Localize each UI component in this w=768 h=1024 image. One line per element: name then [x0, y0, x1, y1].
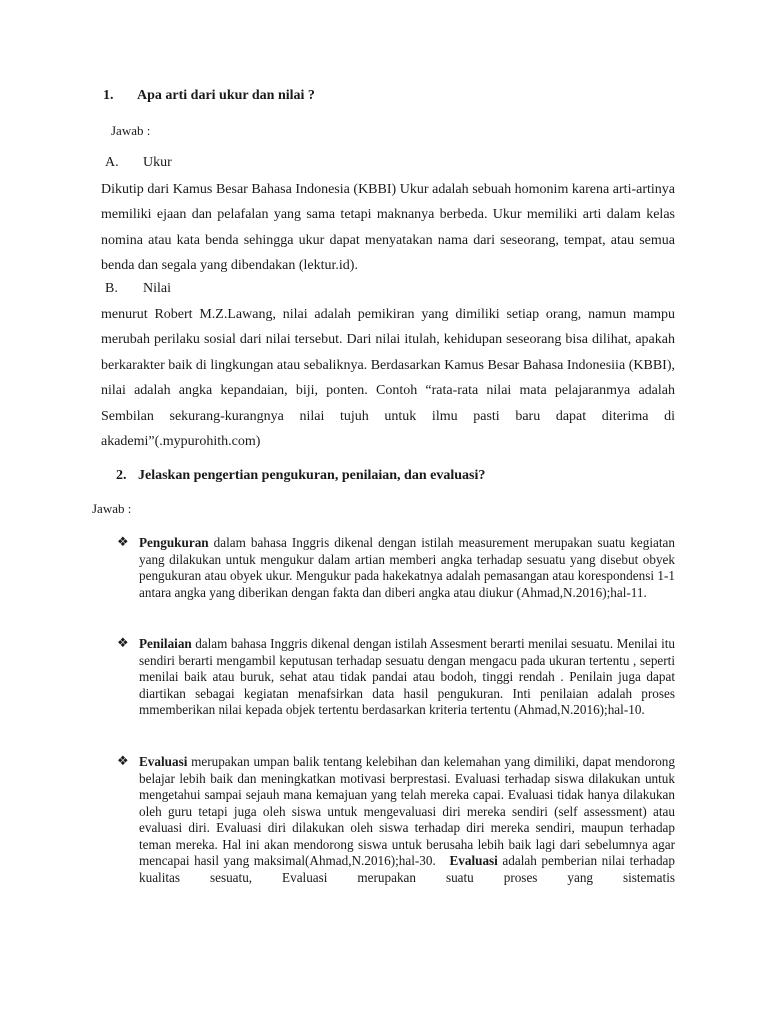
bullet-evaluasi-text [139, 754, 675, 886]
question-2 [116, 468, 485, 484]
question-1-number: 1. [103, 88, 114, 103]
question-1 [103, 88, 315, 104]
bullet-evaluasi [117, 754, 675, 886]
term-penilaian: Penilaian [139, 636, 192, 651]
section-b-title: Nilai [143, 281, 171, 296]
question-2-text: Jelaskan pengertian pengukuran, penilaian, dan evaluasi? [138, 468, 486, 483]
four-diamond-bullet-icon: ❖ [117, 636, 129, 651]
question-1-text: Apa arti dari ukur dan nilai ? [137, 88, 315, 103]
question-2-number: 2. [116, 468, 127, 483]
bullet-penilaian-body: dalam bahasa Inggris dikenal dengan istilah Assesment berarti menilai sesuatu. Menilai itu sendiri berarti mengambil keputusan terhadap sesuatu dengan mengacu pada ukuran tertentu , seperti menilai baik atau buruk, sehat atau tidak pandai atau bodoh, tinggi rendah . Penilain juga dapat diartikan sebagai kegiatan menafsirkan data hasil pengukuran. Inti penilaian adalah proses mmemberikan nilai kepada objek tertentu berdasarkan kriteria tertentu (Ahmad,N.2016);hal-10. [139, 636, 675, 717]
section-a-title: Ukur [143, 155, 172, 170]
bullet-pengukuran-body: dalam bahasa Inggris dikenal dengan istilah measurement merupakan suatu kegiatan yang dilakukan untuk mengukur dalam artian memberi angka terhadap sesuatu yang disebut obyek pengukuran atau obyek ukur. Mengukur pada hakekatnya adalah pemasangan atau korespondensi 1-1 antara angka yang diberikan dengan fakta dan diberi angka atau diukur (Ahmad,N.2016);hal-11. [139, 535, 675, 600]
section-b-body: menurut Robert M.Z.Lawang, nilai adalah pemikiran yang dimiliki setiap orang, namun mampu merubah perilaku sosial dari nilai tersebut. Dari nilai itulah, kehidupan seseorang bisa dilihat, apakah berkarakter baik di lingkungan atau sebaliknya. Berdasarkan Kamus Besar Bahasa Indonesiia (KBBI), nilai adalah angka kepandaian, biji, ponten. Contoh “rata-rata nilai mata pelajaranmya adalah Sembilan sekurang-kurangnya nilai tujuh untuk ilmu pasti baru dapat diterima di akademi”(.mypurohith.com) [101, 307, 675, 450]
bullet-pengukuran-text [139, 535, 675, 601]
bullet-evaluasi-body-2: adalah pemberian nilai terhadap kualitas sesuatu, Evaluasi merupakan suatu proses yang sistematis [139, 853, 675, 885]
answer-label-1: Jawab : [111, 123, 151, 138]
section-b-letter: B. [105, 281, 118, 296]
bullet-pengukuran [117, 535, 675, 601]
section-b-heading [105, 281, 171, 297]
section-a-letter: A. [105, 155, 119, 170]
bullet-penilaian-text [139, 636, 675, 719]
answer-label-2: Jawab : [92, 501, 132, 516]
term-evaluasi-2: Evaluasi [449, 853, 498, 868]
section-a-body: Dikutip dari Kamus Besar Bahasa Indonesia (KBBI) Ukur adalah sebuah homonim karena arti-artinya memiliki ejaan dan pelafalan yang sama tetapi maknanya berbeda. Ukur memiliki arti dalam kelas nomina atau kata benda sehingga ukur dapat menyatakan nama dari seseorang, tempat, atau semua benda dan segala yang dibendakan (lektur.id). [101, 182, 675, 274]
bullet-evaluasi-body: merupakan umpan balik tentang kelebihan dan kelemahan yang dimiliki, dapat mendorong belajar lebih baik dan meningkatkan motivasi berprestasi. Evaluasi terhadap siswa dilakukan untuk mengetahui sampai sejauh mana kemajuan yang telah mereka capai. Evaluasi tidak hanya dilakukan oleh guru tetapi juga oleh siswa untuk mengevaluasi diri mereka sendiri (self assessment) atau evaluasi diri. Evaluasi diri dilakukan oleh siswa terhadap diri mereka sendiri, maupun terhadap teman mereka. Hal ini akan mendorong siswa untuk berusaha lebih baik lagi dari sebelumnya agar mencapai hasil yang maksimal(Ahmad,N.2016);hal-30. [139, 754, 675, 868]
four-diamond-bullet-icon: ❖ [117, 535, 129, 550]
bullet-penilaian [117, 636, 675, 719]
section-a-heading [105, 155, 172, 171]
term-evaluasi: Evaluasi [139, 754, 188, 769]
term-pengukuran: Pengukuran [139, 535, 209, 550]
four-diamond-bullet-icon: ❖ [117, 754, 129, 769]
